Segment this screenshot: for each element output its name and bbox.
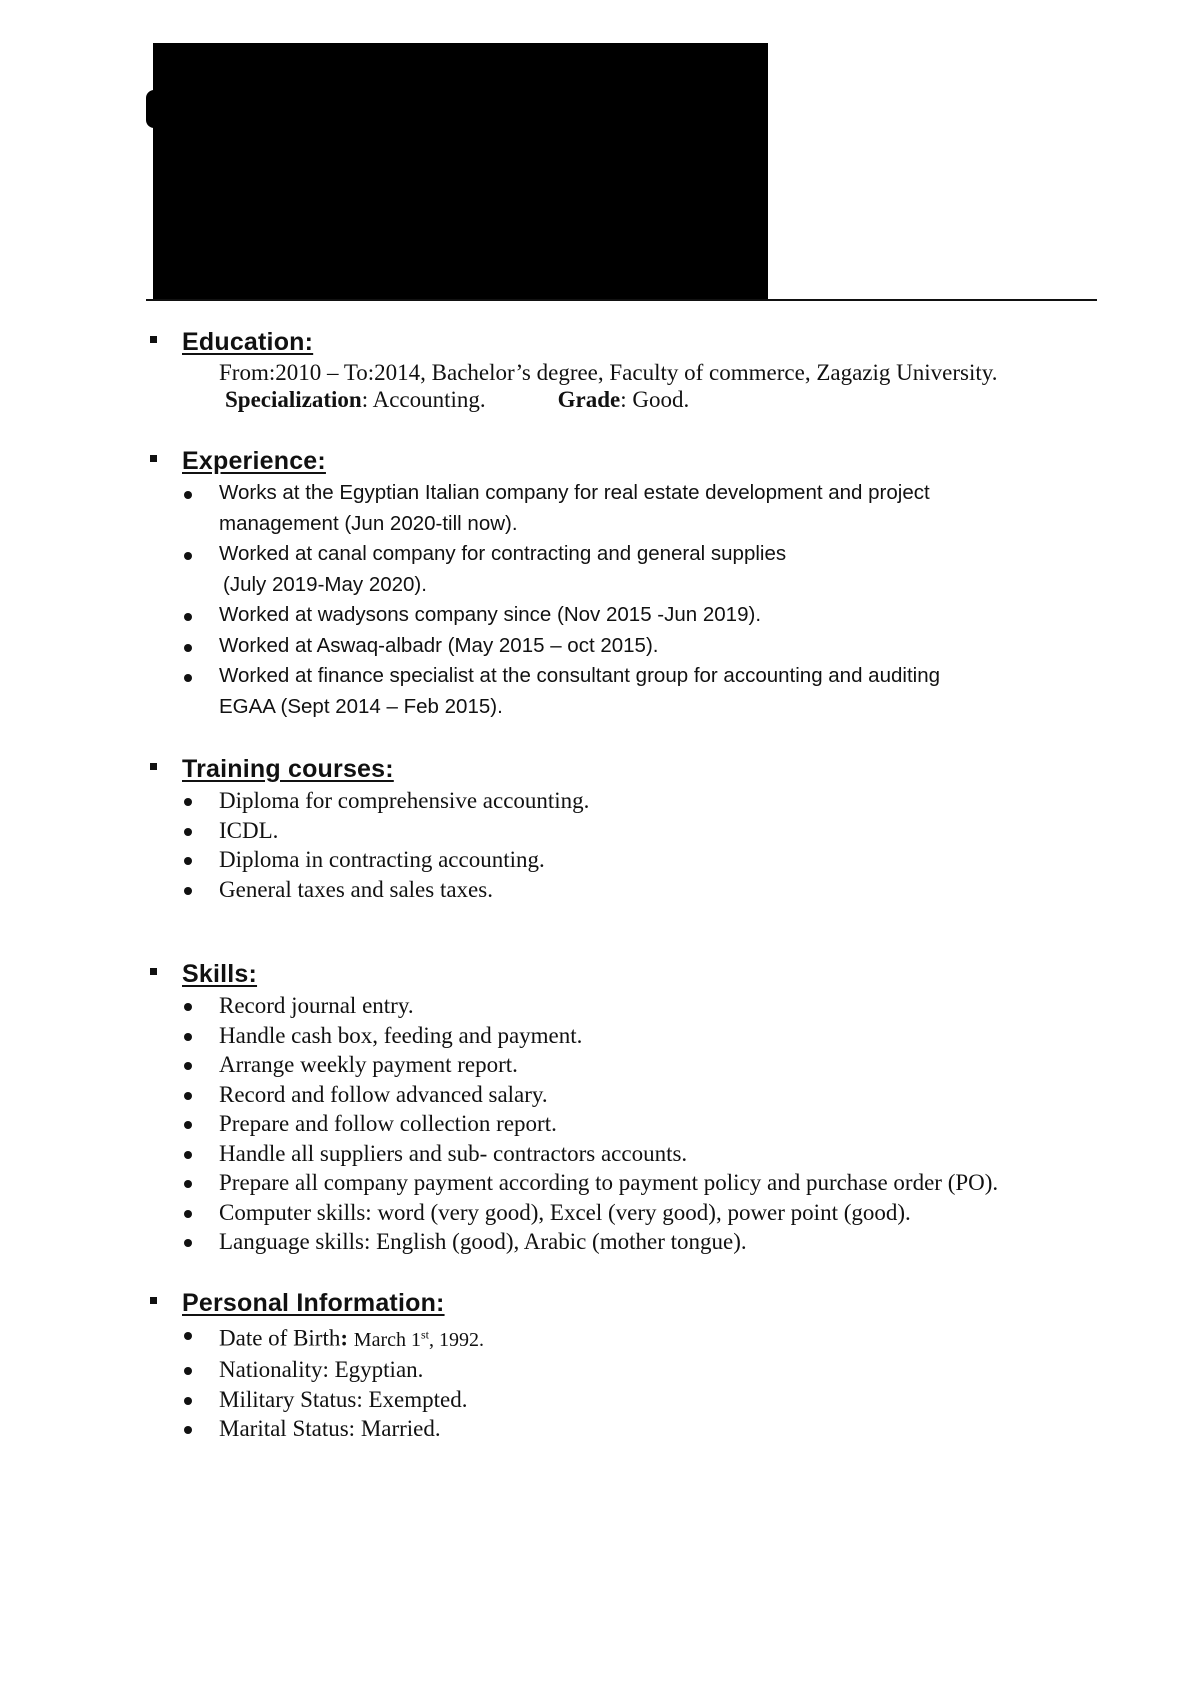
bullet-icon: [184, 1151, 192, 1159]
training-heading: [146, 752, 1106, 786]
personal-heading-text: Personal Information:: [182, 1289, 445, 1317]
list-item: Prepare and follow collection report.: [146, 1109, 1106, 1139]
list-item: Computer skills: word (very good), Excel (very good), power point (good).: [146, 1198, 1106, 1228]
personal-list: [146, 1320, 1106, 1444]
list-item: Diploma in contracting accounting.: [146, 845, 1106, 875]
grade-value: : Good.: [620, 387, 690, 412]
skills-heading-text: Skills:: [182, 960, 258, 988]
training-section: [146, 752, 1106, 904]
bullet-icon: [184, 828, 192, 836]
bullet-icon: [184, 674, 192, 682]
bullet-icon: [184, 887, 192, 895]
list-item: Military Status: Exempted.: [146, 1385, 1106, 1415]
bullet-icon: [184, 1121, 192, 1129]
bullet-icon: [184, 1426, 192, 1434]
education-heading-text: Education:: [182, 328, 314, 356]
bullet-icon: [184, 491, 192, 499]
training-heading-text: Training courses:: [182, 755, 394, 783]
list-item: Marital Status: Married.: [146, 1414, 1106, 1444]
experience-heading: [146, 444, 1106, 478]
bullet-icon: [184, 1210, 192, 1218]
dob-value: March 1st, 1992.: [353, 1327, 484, 1351]
bullet-icon: [184, 1003, 192, 1011]
list-item: Works at the Egyptian Italian company for real estate development and project management (Jun 2020-till now).: [146, 478, 1106, 539]
square-bullet-icon: [150, 455, 157, 462]
dob-label: Date of Birth: [219, 1325, 341, 1351]
grade-label: Grade: [557, 387, 621, 412]
list-item: ICDL.: [146, 816, 1106, 846]
personal-heading: [146, 1286, 1106, 1320]
bullet-icon: [184, 644, 192, 652]
skills-section: [146, 957, 1106, 1257]
skills-list: [146, 991, 1106, 1257]
list-item: Handle all suppliers and sub- contractors accounts.: [146, 1139, 1106, 1169]
list-item: Record journal entry.: [146, 991, 1106, 1021]
list-item: Nationality: Egyptian.: [146, 1355, 1106, 1385]
bullet-icon: [184, 1332, 192, 1340]
list-item: Worked at Aswaq-albadr (May 2015 – oct 2015).: [146, 631, 1106, 662]
list-item: Handle cash box, feeding and payment.: [146, 1021, 1106, 1051]
bullet-icon: [184, 1033, 192, 1041]
bullet-icon: [184, 1180, 192, 1188]
bullet-icon: [184, 857, 192, 865]
personal-section: [146, 1286, 1106, 1444]
training-list: [146, 786, 1106, 904]
skills-heading: [146, 957, 1106, 991]
bullet-icon: [184, 1062, 192, 1070]
bullet-icon: [184, 1367, 192, 1375]
specialization-label: Specialization: [225, 387, 362, 412]
list-item-dob: Date of Birth: March 1st, 1992.: [146, 1320, 1106, 1355]
square-bullet-icon: [150, 1297, 157, 1304]
experience-section: [146, 444, 1106, 722]
list-item: Worked at canal company for contracting and general supplies (July 2019-May 2020).: [146, 539, 1106, 600]
list-item: Record and follow advanced salary.: [146, 1080, 1106, 1110]
redacted-header-block: [153, 43, 768, 301]
bullet-icon: [184, 1397, 192, 1405]
list-item: Diploma for comprehensive accounting.: [146, 786, 1106, 816]
list-item: Language skills: English (good), Arabic (mother tongue).: [146, 1227, 1106, 1257]
education-specialization-row: [219, 386, 1106, 413]
education-heading: [146, 325, 1106, 359]
bullet-icon: [184, 613, 192, 621]
experience-heading-text: Experience:: [182, 447, 326, 475]
education-section: [146, 325, 1106, 413]
square-bullet-icon: [150, 968, 157, 975]
list-item: General taxes and sales taxes.: [146, 875, 1106, 905]
list-item: Worked at finance specialist at the consultant group for accounting and auditing EGAA (Sept 2014 – Feb 2015).: [146, 661, 1106, 722]
education-line: From:2010 – To:2014, Bachelor’s degree, Faculty of commerce, Zagazig University.: [219, 360, 998, 385]
square-bullet-icon: [150, 763, 157, 770]
bullet-icon: [184, 798, 192, 806]
bullet-icon: [184, 1092, 192, 1100]
education-details: [146, 359, 1106, 413]
experience-list: [146, 478, 1106, 722]
list-item: Arrange weekly payment report.: [146, 1050, 1106, 1080]
header-rule: [146, 299, 1097, 301]
bullet-icon: [184, 1239, 192, 1247]
list-item: Prepare all company payment according to payment policy and purchase order (PO).: [146, 1168, 1106, 1198]
list-item: Worked at wadysons company since (Nov 2015 -Jun 2019).: [146, 600, 1106, 631]
bullet-icon: [184, 552, 192, 560]
square-bullet-icon: [150, 336, 157, 343]
specialization-value: : Accounting.: [361, 387, 486, 412]
